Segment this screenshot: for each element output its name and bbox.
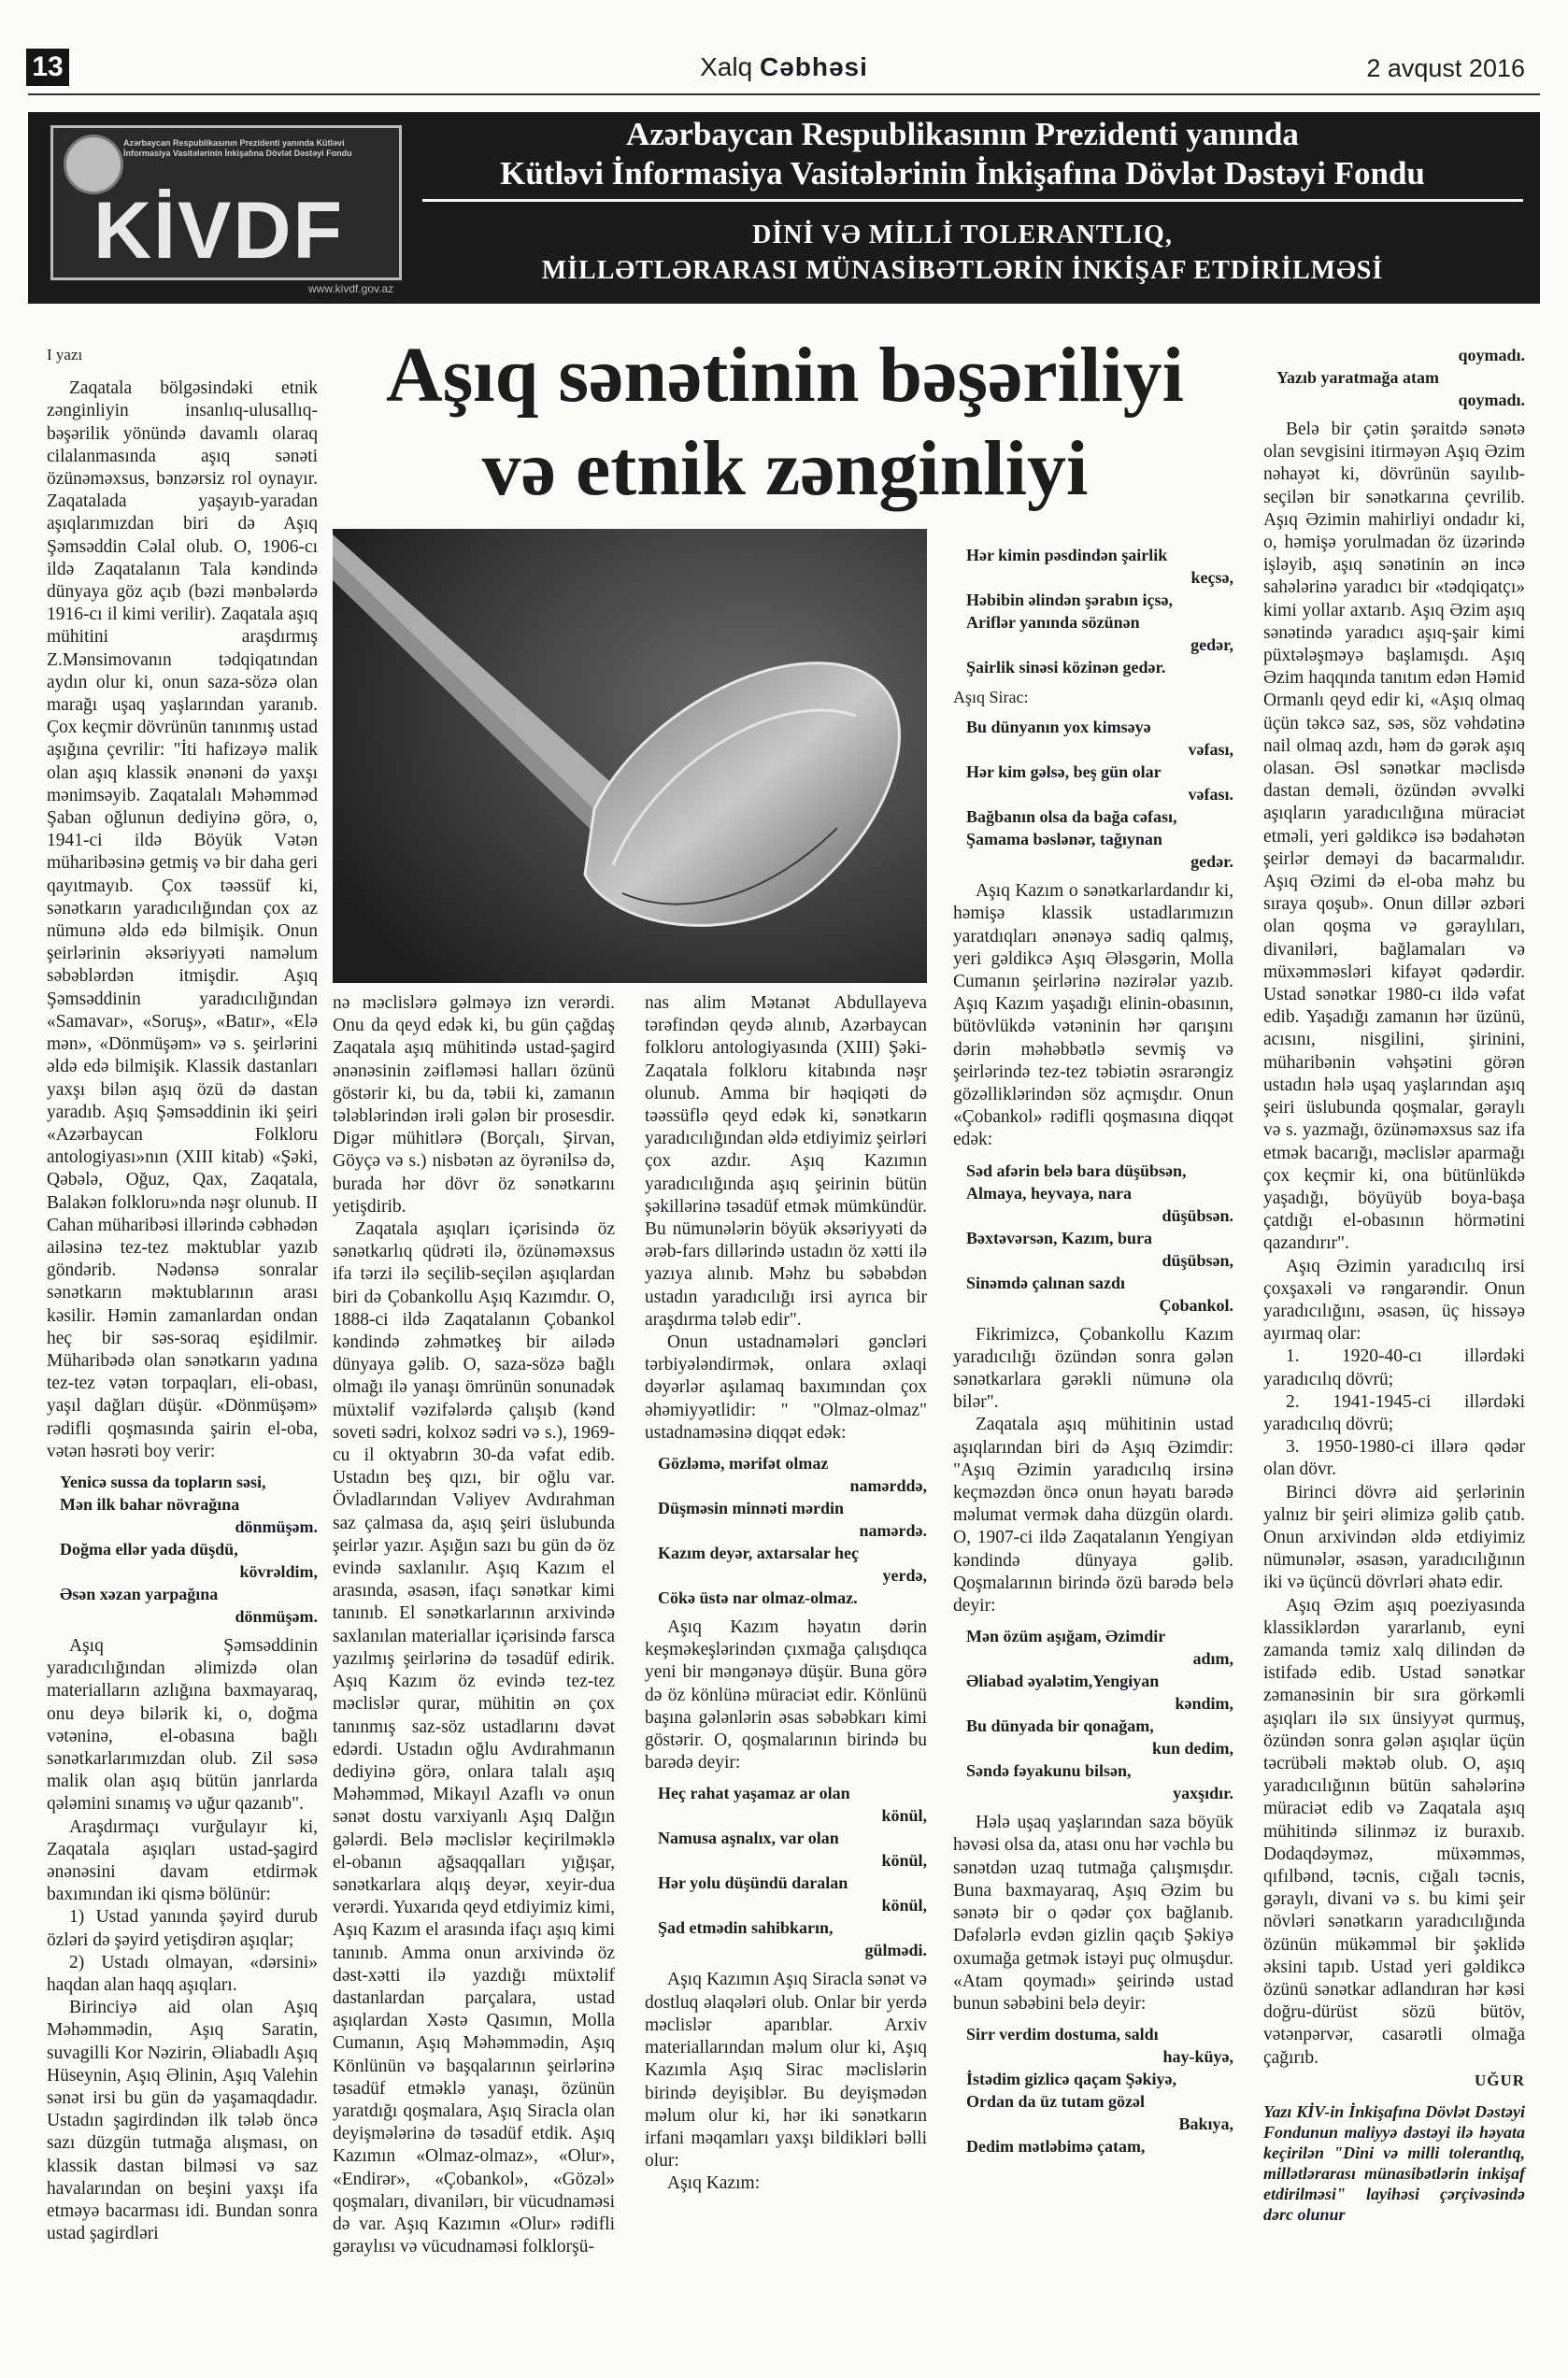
poem-line-end: kəndim, — [1175, 1694, 1233, 1714]
article-title-line-1: Aşıq sənətinin bəşəriliyi — [385, 332, 1185, 419]
poem-line-end: yerdə, — [882, 1566, 927, 1586]
column-1 — [47, 344, 318, 2245]
saz-illustration — [333, 529, 927, 983]
paragraph: Aşıq Əzim aşıq poeziyasında klassiklərdən yararlanıb, eyni zamanda təmiz xalq dilindən də istifadə edib. Ustad sənətkar zəmanəsinin bir sıra görkəmli aşıqları ilə sıx ünsiyyət qurmuş, özündən sonra gələn aşıqlar üçün təcrübəli məktəb olub. O, aşıq yaradıcılığının bütün sahələrinə müraciət edib və Zaqatala aşıq mühitində silinməz iz buraxıb. Dodaqdəyməz, müxəmməs, qıfılbənd, təcnis, cığalı təcnis, gəraylı, divani və s. bu kimi şeir növləri sənətkarın yaradıcılığında özünün mükəmməl bir şəklidə əksini tapıb. Ustad yeri gəldikcə özünü sənətkar adlandıran hər kəsi doğru-dürüst sözü bütöv, vətənpərvər, casarətli olmağa çağırıb. — [1263, 1595, 1525, 2068]
paragraph: Aşıq Kazım o sənətkarlardandır ki, həmişə klassik ustadlarımızın yaratdıqları ənənəyə sadiq qalmış, yeri gəldikcə Aşıq Ələsgərin, Molla Cumanın şeirlərinə nəzirələr yazıb. Aşıq Kazım yaşadığı elinin-obasının, bütövlükdə vətəninin hər qarışını dərin məhəbbətlə sevmiş və şeirlərində tez-tez təbiətin əsrarəngiz gözəlliklərindən söz açmışdır. Onun «Çobankol» rədifli qoşmasına diqqət edək: — [953, 881, 1233, 1150]
poem-line: Bu dünyanın yox kimsəyə — [966, 718, 1151, 737]
poem-atam — [966, 2023, 1233, 2157]
paragraph: Belə bir çətin şəraitdə sənətə olan sevgisini itirməyən Aşıq Əzim nəhayət ki, dövrünün sayılıb-seçilən bir sənətkarına çevrilib. Aşıq Əzimin mahirliyi ondadır ki, o, həmişə yorulmadan öz üzərində işləyib, aşıq sənətinin ən incə sahələrinə yaradıcı bir «tədqiqatçı» kimi yollar axtarıb. Aşıq Əzim aşıq sənətində yaradıcı aşıq-şair kimi püxtələşməyə başlamışdı. Aşıq Əzim haqqında tanıtım edən Həmid Ormanlı qeyd edir ki, «Aşıq olmaq üçün təkcə saz, səs, söz vəhdətinə nail olmaq azdı, həm də gərək aşıq olasan. Əsl sənətkar məclisdə dastan deməli, özündən əvvəlki aşıqların yaradıcılığına müraciət etməli, yeri gəldikcə isə bədahətən şeirlər deməyi də bacarmalıdır. Aşıq Əzimi də el-oba məhz bu sıraya qoşub». Onun dillər əzbəri olan qoşma və gəraylıları, divaniləri, bağlamaları və müxəmməsləri kifayət qədərdir. Ustad sənətkar 1980-cı ildə vəfat edib. Yaşadığı zamanın hər üzünü, acısını, nisgilini, şirinini, müharibənin vəhşətini görən ustadın hələ uşaq yaşlarından aşıq şeiri üslubunda qoşmalar, gəraylı və s. yazmağı, özünəməxsus saz ifa etmək bacarığı, məclislər aparmağı çox keçmir ki, ona bütünlükdə yaşadığı, böyüyüb boya-başa çatdığı el-obasının hörmətini qazandırır". — [1263, 420, 1525, 1254]
poem-line: Hər kimin pəsdindən şairlik — [966, 546, 1168, 564]
poem-line: Gözləmə, mərifət olmaz — [658, 1454, 829, 1474]
column-5 — [1263, 344, 1525, 2225]
paragraph: Aşıq Kazım həyatın dərin keşməkeşlərindən çıxmağa çalışdıqca yeni bir məngənəyə düşür. Buna görə də öz könlünə müraciət edir. Könlünü başına gələnlərin əsas səbəbkarı kimi göstərir. O, qoşmalarının birində bu barədə deyir: — [645, 1617, 927, 1773]
poem-line: Bağbanın olsa da bağa cəfası, — [966, 807, 1177, 827]
poem-line: Ordan da üz tutam gözəl — [966, 2092, 1145, 2112]
issue-date: 2 avqust 2016 — [1366, 54, 1525, 82]
poem-line: Şamama bəslənər, tağıynan — [966, 830, 1162, 849]
paragraph: Aşıq Əzimin yaradıcılıq irsi çoxşaxəli və rəngarəndir. Onun yaradıcılığını, əsasən, üç hissəyə ayırmaq olar: — [1263, 1256, 1525, 1345]
logo-caption: Azərbaycan Respublikasının Prezidenti yanında Kütləvi İnformasiya Vasitələrinin İnkişafına Dövlət Dəstəyi Fondu — [123, 138, 352, 158]
paragraph: nə məclislərə gəlməyə izn verərdi. Onu da qeyd edək ki, bu gün çağdaş Zaqatala aşıq mühitində ustad-şagird ənənəsinin zəifləməsi halları özünü göstərir ki, bu da, təbii ki, zamanın tələblərindən irəli gələn bir prosesdir. Digər mühitlərə (Borçalı, Şirvan, Göyçə və s.) nisbətən az öyrənilsə də, burada hər dövr öz sənətkarını yetişdirib. — [333, 993, 615, 1217]
poem-line: Şairlik sinəsi közinən gedər. — [966, 658, 1166, 676]
poem-line-end: könül, — [881, 1851, 927, 1871]
banner-divider — [422, 199, 1523, 202]
poem-line-end: kövrəldim, — [239, 1561, 318, 1581]
banner-line-3: DİNİ VƏ MİLLİ TOLERANTLIQ, — [752, 221, 1173, 249]
paragraph: Zaqatala bölgəsindəki etnik zənginliyin insanlıq-ulusallıq-bəşərilik yönündə davamlı olaraq cilalanmasında aşıq sənəti özünəməxsus, bənzərsiz rol oynayır. Zaqatalada yaşayıb-yaradan aşıqlarımızdan biri də Aşıq Şəmsəddin Cəlal olub. O, 1906-cı ildə Zaqatalanın Tala kəndində dünyaya göz açıb (bəzi mənbələrdə 1916-cı il kimi verilir). Zaqatala aşıq mühitini araşdırmış Z.Mənsimovanın tədqiqatından aydın olur ki, onun saza-sözə olan marağı uşaq yaşlarından yaranıb. Çox keçmir dövrünün tanınmış ustad aşığına çevrilir: "İti hafizəyə malik olan aşıq klassik ənənəni də yaxşı mənimsəyib. Zaqatalalı Məhəmməd Şaban oğlunun dediyinə görə, o, 1941-ci ildə Böyük Vətən müharibəsinə getmiş və bir daha geri qayıtmayıb. Çox təəssüf ki, sənətkarın yaradıcılığından çox az nümunə əldə edə bilmişik. Onun şeirlərinin əksəriyyəti naməlum səbəblərdən itmişdir. Aşıq Şəmsəddinin yaradıcılığından «Samavar», «Soruş», «Batır», «Elə mən», «Dönmüşəm» və s. şeirlərini əldə edə bilmişik. Klassik dastanları yaxşı bilən aşıq özü də dastan yaradıb. Aşıq Şəmsəddinin iki şeiri «Azərbaycan Folkloru antologiyası»nın (XIII kitab) «Şəki, Qəbələ, Oğuz, Qax, Zaqatala, Balakən folkloru»nda nəşr olunub. II Cahan müharibəsi illərində cəbhədən ailəsinə tez-tez məktublar yazıb göndərib. Nədənsə sonralar sənətkarın məktublarının arası kəsilir. Həmin zamanlardan ondan heç bir səs-soraq eşidilmir. Müharibədə olan sənətkarın yadına tez-tez vətən torpaqları, eli-obası, yaşıl dağları düşür. «Dönmüşəm» rədifli qoşmasında şairin el-oba, vətən həsrəti boy verir: — [47, 378, 318, 1461]
poem-line: Sirr verdim dostuma, saldı — [966, 2025, 1159, 2044]
poem-line: Ariflər yanında sözünən — [966, 613, 1140, 632]
column-4 — [953, 544, 1233, 2165]
poem-line: Yenicə sussa da topların səsi, — [60, 1472, 266, 1491]
speaker-label: Aşıq Sirac: — [953, 688, 1029, 706]
poem-line: Hər yolu düşündü daralan — [658, 1873, 848, 1893]
poem-line: Həbibin əlindən şərabın içsə, — [966, 591, 1174, 609]
author-signature: UĞUR — [1474, 2071, 1525, 2089]
poem-line: Bəxtəvərsən, Kazım, bura — [966, 1228, 1152, 1247]
page-number: 13 — [26, 49, 69, 86]
poem-line: Dedim mətləbimə çatam, — [966, 2137, 1146, 2157]
poem-line-end: dönmüşəm. — [235, 1606, 318, 1626]
poem-line-end: vəfası. — [1188, 785, 1233, 805]
poem-line: Kazım deyər, axtarsalar heç — [658, 1544, 859, 1563]
poem-line-end: Çobankol. — [1159, 1295, 1233, 1315]
poem-line: Bu dünyada bir qonağam, — [966, 1716, 1154, 1736]
poem-line-end: düşübsən, — [1162, 1250, 1233, 1270]
series-label: I yazı — [47, 346, 83, 363]
newspaper-title — [0, 52, 1568, 82]
paragraph: nas alim Mətanət Abdullayeva tərəfindən qeydə alınıb, Azərbaycan folkloru antologiyasında (XIII) Şəki-Zaqatala folkloru kitabında nəşr olunub. Amma bir həqiqəti də təəssüflə qeyd edək ki, sənətkarın yaradıcılığından əldə etdiyimiz şeirləri çox azdır. Aşıq Kazımın yaradıcılığında aşıq şeirinin bütün şəkillərinə təsadüf etmək mümkündür. Bu nümunələrin böyük əksəriyyəti də ərəb-fars dillərində ustadın öz xətti ilə yazıya alınıb. Məhz bu səbəbdən ustadın yaradıcılığı irsi ayrıca bir araşdırma tələb edir". — [645, 993, 927, 1330]
poem-atam-end — [1276, 344, 1525, 411]
paragraph: 2) Ustadı olmayan, «dərsini» haqdan alan haqq aşıqları. — [47, 1952, 318, 1995]
paragraph: Zaqatala aşıqları içərisində öz sənətkarlıq qüdrəti ilə, özünəməxsus ifa tərzi ilə seçilib-seçilən aşıqlardan biri də Çobankollu Aşıq Kazımdır. O, 1888-ci ildə Zaqatalanın Çobankol kəndində zəhmətkeş bir ailədə dünyaya gəlib. O, saza-sözə bağlı olmağı ilə yanaşı ömrünün sonunadək müxtəlif vəzifələrdə çalışıb (kənd soveti sədri, kolxoz sədri və s.), 1969-cu il oktyabrın 30-da vəfat edib. Ustadın beş qızı, bir oğlu var. Övladlarından Vəliyev Avdırahman saz çalmasa da, aşıq şeiri üslubunda şeirlər yazır. Aşığın sazı bu gün də öz evində saxlanılır. Aşıq Kazım el arasında, əsasən, ifaçı sənətkar kimi tanınıb. El sənətkarlarının arxivində saxlanılan materiallar içərisində farsca yazılmış şeirlərinə də təsadüf edirik. Aşıq Kazım öz evində tez-tez məclislər qurar, mühitin ən çox tanınmış saz-söz ustadlarını dəvət edərdi. Ustadın oğlu Avdırahmanın dediyinə görə, onlara talalı aşıq Məhəmməd, Mikayıl Azaflı və onun sənət dostu varxiyanlı Aşıq Dalğın gələrdi. Belə məclislər keçirilməklə el-obanın ağsaqqalları yığışar, sənətkarlara alqış deyər, xeyir-dua verərdi. Yuxarıda qeyd etdiyimiz kimi, Aşıq Kazım el arasında ifaçı aşıq kimi tanınıb. Amma onun arxivində öz dəst-xətti ilə yazdığı müxtəlif dastanlardan parçalara, ustad aşıqlardan Xəstə Qasımın, Molla Cumanın, Aşıq Məhəmmədin, Aşıq Könlünün və başqalarının şeirlərinə təsadüf etməklə yanaşı, özünün yaratdığı qoşmalara, Aşıq Siracla olan deyişmələrinə də təsadüf etdik. Aşıq Kazımın «Olmaz-olmaz», «Olur», «Endirər», «Çobankol», «Gözəl» qoşmaları, divanilərı, bir vücudnaməsi də var. Aşıq Kazımın «Olur» rədifli gəraylısı və vücudnaməsi folklorşü- — [333, 1219, 615, 2257]
funding-credit: Yazı KİV-in İnkişafına Dövlət Dəstəyi Fondunun maliyyə dəstəyi ilə həyata keçirilən "Dini və milli tolerantlıq, millətlərarası münasibətlərin inkişaf etdirilməsi" layihəsi çərçivəsində dərc olunur — [1263, 2102, 1525, 2225]
poem-1 — [60, 1471, 318, 1628]
poem-3 — [658, 1782, 927, 1961]
poem-line-end: vəfası, — [1188, 740, 1233, 760]
poem-line-end: hay-küyə, — [1162, 2047, 1233, 2067]
list-item: 3. 1950-1980-ci illərə qədər olan dövr. — [1263, 1437, 1525, 1480]
poem-line-end: qoymadı. — [1458, 391, 1525, 409]
poem-line-end: gedər. — [1190, 852, 1233, 872]
poem-line-end: könül, — [881, 1806, 927, 1826]
paragraph: Araşdırmaçı vurğulayır ki, Zaqatala aşıqları ustad-şagird ənənəsini davam etdirmək baxımından iki qismə bölünür: — [47, 1816, 318, 1905]
poem-line-end: düşübsən. — [1162, 1205, 1233, 1225]
poem-line: Əsən xəzan yarpağına — [60, 1584, 219, 1603]
poem-line-end: gülmədi. — [864, 1941, 927, 1960]
paragraph: Birinciyə aid olan Aşıq Məhəmmədin, Aşıq Saratin, suvagilli Kor Nəzirin, Əliabadlı Aşıq Hüseynin, Aşıq Əlinin, Aşıq Valehin sənət irsi bu gün də yaşamaqdadır. Ustadın şagirdindən ilk tələb öncə sazı düzgün tutmağa alışması, on klassik dastan bilməsi və saz havalarından on beşini yaxşı ifa etməyə bacarması idi. Bundan sonra ustad şagirdləri — [47, 1998, 318, 2244]
poem-line: Hər kim gəlsə, beş gün olar — [966, 762, 1162, 782]
banner-line-1: Azərbaycan Respublikasının Prezidenti yanında — [626, 116, 1299, 152]
saz-photo — [333, 529, 927, 983]
logo-wordmark: KİVDF — [93, 186, 344, 276]
poem-azim — [966, 1625, 1233, 1804]
paragraph: Aşıq Şəmsəddinin yaradıcılığından əlimizdə olan materialların azlığına baxmayaraq, onu deyə bilərik ki, o, doğma vətəninə, el-obasına bağlı sənətkarlarımızdan olub. Zil səsə malik olan aşıq bütün janrlarda qələmini sınamış və uğur qazanıb". — [47, 1635, 318, 1815]
poem-line: Yazıb yaratmağa atam — [1276, 368, 1439, 387]
poem-line: Cökə üstə nar olmaz-olmaz. — [658, 1588, 858, 1608]
poem-line-end: gedər, — [1190, 635, 1233, 654]
poem-line: Şad etmədin sahibkarın, — [658, 1918, 834, 1938]
poem-line: Əliabad əyalətim,Yengiyan — [966, 1672, 1160, 1691]
poem-line: Namusa aşnalıx, var olan — [658, 1829, 839, 1848]
poem-line: Almaya, heyvaya, nara — [966, 1183, 1132, 1203]
poem-line: İstədim gizlicə qaçam Şəkiyə, — [966, 2070, 1176, 2089]
poem-line-end: yaxşıdır. — [1173, 1784, 1233, 1803]
poem-line-end: namərdə. — [859, 1521, 927, 1541]
poem-line-end: Bakıya, — [1178, 2115, 1233, 2134]
poem-sirac — [966, 716, 1233, 873]
paper-prefix: Xalq — [700, 52, 753, 81]
column-2 — [333, 992, 615, 2258]
poem-line-end: dönmüşəm. — [235, 1517, 318, 1536]
paragraph: Aşıq Kazımın Aşıq Siracla sənət və dostluq əlaqələri olub. Onlar bir yerdə məclislər aparıblar. Arxiv materiallarından məlum olur ki, Aşıq Kazımla Aşıq Sirac məclislərin birində deyişiblər. Bu deyişmədən məlum olur ki, hər iki sənətkarın irfani məqamları yaxşı bildikləri bəlli olur: — [645, 1970, 927, 2172]
list-item: 1. 1920-40-cı illərdəki yaradıcılıq dövrü; — [1263, 1346, 1525, 1389]
header-rule — [28, 93, 1540, 95]
poem-line: Mən ilk bahar növrağına — [60, 1494, 240, 1514]
poem-2 — [658, 1452, 927, 1609]
poem-line-end: adım, — [1192, 1649, 1233, 1669]
poem-line-end: könül, — [881, 1896, 927, 1915]
article-title-line-2: və etnik zənginliyi — [481, 425, 1089, 512]
poem-line-end: qoymadı. — [1458, 346, 1525, 364]
paragraph: Hələ uşaq yaşlarından saza böyük həvəsi olsa da, atası onu hər vəchlə bu sənətdən uzaq tutmağa çalışmışdır. Buna baxmayaraq, Aşıq Əzim bu sənətə bir o qədər çox bağlanıb. Dəfələrlə evdən gizlin qaçıb Şəkiyə oxumağa getmək istəyi puç olmuşdur. «Atam qoymadı» şeirində ustad bunun səbəbini belə deyir: — [953, 1813, 1233, 2014]
paragraph: Zaqatala aşıq mühitinin ustad aşıqlarından biri də Aşıq Əzimdir: "Aşıq Əzimin yaradıcılıq irsinə keçməzdən öncə onun həyatı barədə məlumat vermək daha düzgün olardı. O, 1907-ci ildə Zaqatalanın Yengiyan kəndində dünyaya gəlib. Qoşmalarının birində özü barədə belə deyir: — [953, 1415, 1233, 1616]
banner-line-4: MİLLƏTLƏRARASI MÜNASİBƏTLƏRİN İNKİŞAF ETDİRİLMƏSİ — [541, 256, 1384, 285]
column-3 — [645, 992, 927, 2196]
logo-url: www.kivdf.gov.az — [308, 282, 394, 295]
poem-line: Düşməsin minnəti mərdin — [658, 1499, 845, 1518]
paragraph: Fikrimizcə, Çobankollu Kazım yaradıcılığı özündən sonra gələn sənətkarlara gərəkli nümunə ola bilər". — [953, 1324, 1233, 1413]
paragraph: Aşıq Kazım: — [667, 2173, 761, 2194]
poem-line: Səndə fəyakunu bilsən, — [966, 1761, 1132, 1781]
list-item: 2. 1941-1945-ci illərdəki yaradıcılıq dövrü; — [1263, 1391, 1525, 1434]
poem-line: Heç rahat yaşamaz ar olan — [658, 1784, 850, 1803]
paragraph: 1) Ustad yanında şəyird durub özləri də şəyird yetişdirən aşıqlar; — [47, 1907, 318, 1950]
poem-line-end: namərddə, — [849, 1476, 927, 1496]
poem-cobankol — [966, 1160, 1233, 1317]
poem-line: Sinəmdə çalınan sazdı — [966, 1273, 1126, 1292]
paper-name: Cəbhəsi — [759, 52, 868, 81]
poem-line-end: keçsə, — [1190, 568, 1233, 587]
poem-line: Doğma ellər yada düşdü, — [60, 1539, 238, 1559]
poem-line-end: kun dedim, — [1151, 1739, 1233, 1759]
paragraph: Birinci dövrə aid şerlərinin yalnız bir şeiri əlimizə gəlib çatıb. Onun arxivindən əldə etdiyimiz nümunələr, əsasən, yaradıcılığının iki və üçüncü dövrləri əhatə edir. — [1263, 1482, 1525, 1593]
banner-line-2: Kütləvi İnformasiya Vasitələrinin İnkişafına Dövlət Dəstəyi Fondu — [500, 155, 1425, 192]
poem-4-intro — [966, 544, 1233, 678]
paragraph: Onun ustadnamələri gəncləri tərbiyələndirmək, onlara əxlaqi dəyərlər aşılamaq baxımından çox əhəmiyyətlidir: " "Olmaz-olmaz" ustadnaməsinə diqqət edək: — [645, 1332, 927, 1443]
poem-line: Səd afərin belə bara düşübsən, — [966, 1161, 1187, 1180]
poem-line: Mən özüm aşığam, Əzimdir — [966, 1627, 1166, 1646]
